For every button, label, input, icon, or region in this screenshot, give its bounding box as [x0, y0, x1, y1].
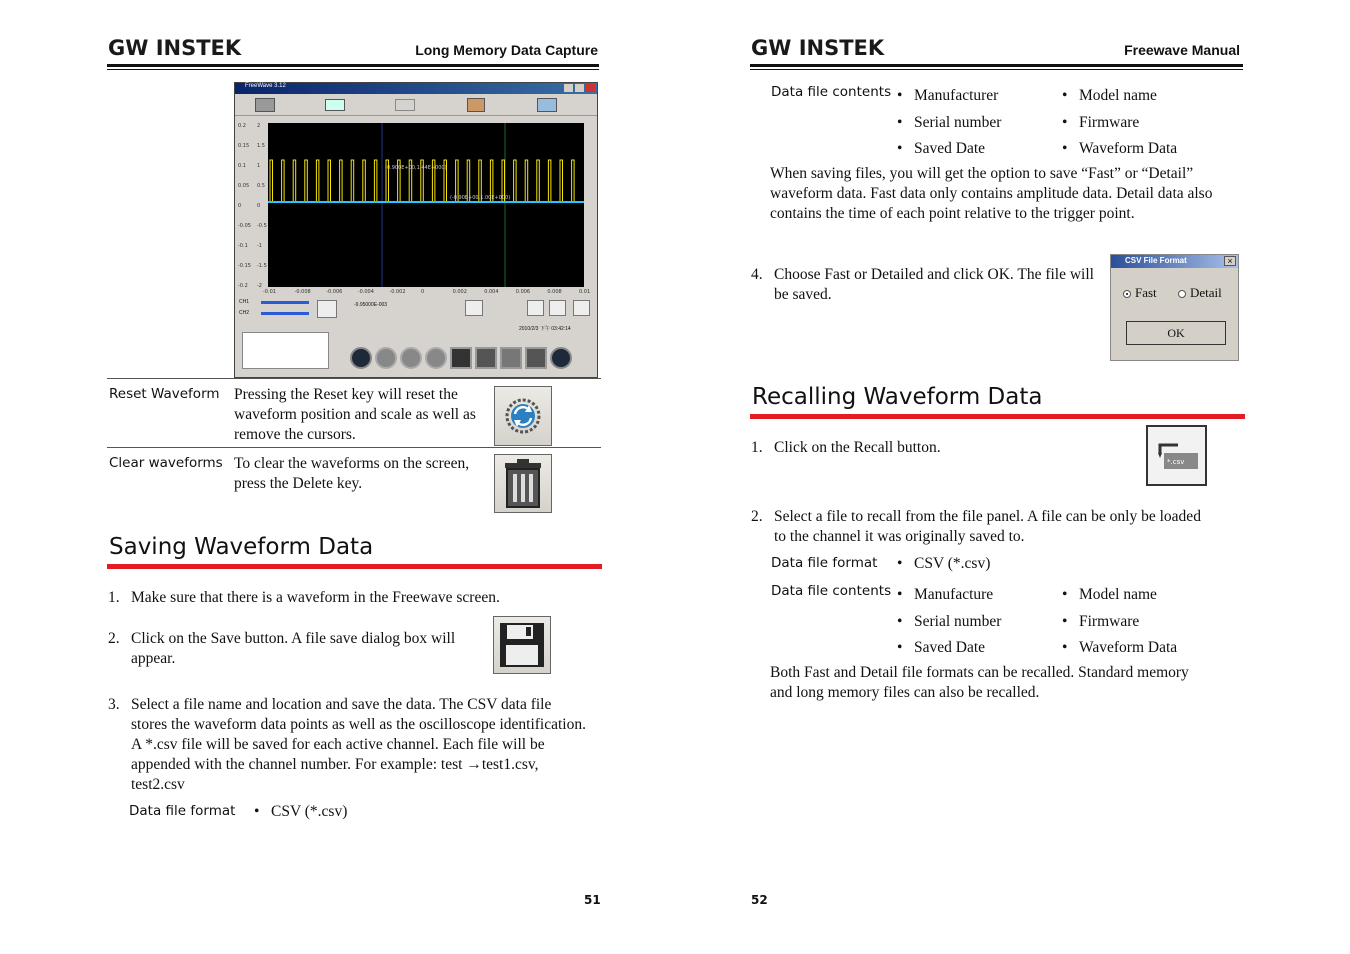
trash-icon: [494, 454, 552, 513]
saving-step3-example: test1.csv, test2.csv: [131, 756, 539, 793]
freewave-screenshot: [234, 82, 598, 378]
recall-step1: Click on the Recall button.: [774, 439, 941, 456]
x-tick: -0.01: [263, 289, 276, 295]
scope-plot: [235, 117, 597, 297]
recall-contents-col2: [1079, 582, 1177, 662]
saving-section-rule: [107, 564, 602, 569]
recall-format-value: • CSV (*.csv): [914, 554, 990, 574]
power-icon: [550, 347, 572, 369]
stop-icon: [425, 347, 447, 369]
y-tick-left: 0: [238, 203, 242, 209]
contents-item: • Firmware: [1079, 110, 1177, 137]
table-rule-top: [107, 378, 601, 379]
clear-text: To clear the waveforms on the screen, press the Delete key.: [234, 455, 470, 492]
screenshot-toolbar: [235, 94, 597, 116]
y-tick-right: 2: [257, 123, 261, 129]
x-tick: 0: [421, 289, 425, 295]
delete-icon: [475, 347, 497, 369]
ch1-label: CH1: [239, 299, 250, 305]
header-title: Long Memory Data Capture: [415, 42, 598, 58]
contents-item: • Waveform Data: [1079, 635, 1177, 662]
y-tick-right: 1: [257, 163, 261, 169]
header-rule: [107, 64, 599, 67]
saving-step3-text: Select a file name and location and save the data. The CSV data file stores the waveform data points as well as the oscilloscope identification. A *.csv file will be saved for each active channel. Each file will be appended with the channel number. For example: test: [131, 696, 586, 773]
y-tick-left: -0.05: [238, 223, 251, 229]
ch2-label: CH2: [239, 310, 250, 316]
ch2-bar: [261, 312, 309, 315]
x-tick: -0.008: [294, 289, 311, 295]
recall-button-icon: [317, 300, 337, 318]
step4-text: Choose Fast or Detailed and click OK. The file will be saved.: [774, 266, 1094, 303]
recall-format-label: Data file format: [771, 555, 878, 571]
screenshot-panel: [242, 332, 329, 369]
recall-contents-label: Data file contents: [771, 583, 892, 599]
x-tick: -0.004: [357, 289, 374, 295]
x-tick: 0.006: [515, 289, 531, 295]
saving-step2: Click on the Save button. A file save dialog box will appear.: [131, 630, 456, 667]
arrow-icon: →: [466, 756, 482, 773]
csv-icon: [537, 98, 557, 112]
radio-dot-icon: [1126, 293, 1128, 295]
x-tick: -0.002: [389, 289, 406, 295]
save-format-value: • CSV (*.csv): [271, 802, 347, 822]
contents-item: • Saved Date: [914, 635, 1001, 662]
dialog-close-button[interactable]: ×: [1224, 256, 1236, 266]
y-tick-right: -1.5: [257, 263, 267, 269]
readout-value: -9.95000E-003: [354, 302, 388, 308]
recall-section-rule: [750, 414, 1245, 419]
x-tick: 0.01: [579, 289, 591, 295]
header-rule-thin-right: [750, 69, 1243, 70]
recall-section-title: Recalling Waveform Data: [752, 384, 1043, 410]
saving-step1-num: 1.: [108, 589, 120, 606]
contents-col1: [914, 83, 1001, 163]
fast-radio[interactable]: [1123, 290, 1131, 298]
csv-format-dialog: [1110, 254, 1239, 361]
ch1-bar: [261, 301, 309, 304]
contents-item: • Manufacturer: [914, 83, 1001, 110]
saving-step3-num: 3.: [108, 696, 120, 713]
brand-logo: GW INSTEK: [108, 36, 242, 60]
y-tick-left: 0.1: [238, 163, 246, 169]
recall-step2-num: 2.: [751, 508, 763, 525]
y-tick-right: -1: [257, 243, 262, 249]
y-tick-left: -0.15: [238, 263, 251, 269]
x-tick: 0.008: [547, 289, 562, 295]
recall-step1-num: 1.: [751, 439, 763, 456]
play-icon: [350, 347, 372, 369]
y-tick-right: 1.5: [257, 143, 265, 149]
control-buttons: [350, 347, 585, 373]
ok-button[interactable]: OK: [1126, 321, 1226, 345]
contents-item: • Manufacture: [914, 582, 1001, 609]
recall-step2: Select a file to recall from the file panel. A file can be only be loaded to the channel it was originally saved to.: [774, 508, 1201, 545]
screenshot-close-icon: [586, 84, 595, 92]
recall-icon: [255, 98, 275, 112]
step4-num: 4.: [751, 266, 763, 283]
recall-contents-col1: [914, 582, 1001, 662]
table-rule-mid: [107, 447, 601, 448]
contents-col2: [1079, 83, 1177, 163]
y-tick-left: 0.15: [238, 143, 250, 149]
header-title-right: Freewave Manual: [1124, 42, 1240, 58]
y-tick-left: -0.1: [238, 243, 248, 249]
save-icon: [450, 347, 472, 369]
monitor-icon: [325, 99, 345, 111]
screenshot-min-icon: [564, 84, 573, 92]
brand-logo-right: GW INSTEK: [751, 36, 885, 60]
channel-row: [239, 298, 594, 322]
fit-icon: [525, 347, 547, 369]
contents-item: • Saved Date: [914, 136, 1001, 163]
dialog-titlebar: [1111, 255, 1238, 268]
contents-item: • Serial number: [914, 110, 1001, 137]
contents-item: • Model name: [1079, 582, 1177, 609]
page-number-left: 51: [584, 893, 601, 907]
print-button-icon: [500, 347, 522, 369]
screenshot-max-icon: [575, 84, 584, 92]
reset-text: Pressing the Reset key will reset the waveform position and scale as well as remove the cursors.: [234, 386, 476, 443]
saving-step3: [131, 695, 591, 795]
svg-text:*.csv: *.csv: [1167, 458, 1185, 466]
settings-icon: [465, 300, 483, 316]
print-icon: [573, 300, 590, 316]
detail-label[interactable]: Detail: [1190, 285, 1222, 300]
fast-label[interactable]: Fast: [1135, 285, 1157, 300]
detail-radio[interactable]: [1178, 290, 1186, 298]
contents-item: • Serial number: [914, 609, 1001, 636]
dialog-title: CSV File Format: [1125, 256, 1187, 265]
saving-section-title: Saving Waveform Data: [109, 534, 374, 560]
waveform-icon: [395, 99, 415, 111]
reset-icon: [494, 386, 552, 446]
memory-icon: [467, 98, 485, 112]
saving-paragraph: When saving files, you will get the option to save “Fast” or “Detail” waveform data. Fast data only contains amplitude data. Detail data also contains the time of each point relative to the trigger point.: [770, 165, 1213, 222]
record-icon: [400, 347, 422, 369]
zoom-icon: [527, 300, 544, 316]
page-number-right: 52: [751, 893, 768, 907]
pause-icon: [375, 347, 397, 369]
header-rule-right: [750, 64, 1243, 67]
gear-icon: [549, 300, 566, 316]
cursor-readout-1: (0.900E+00,1.44E+000): [385, 165, 447, 171]
screenshot-timestamp: 2010/2/3 下午 03:42:14: [519, 326, 571, 332]
x-tick: 0.002: [452, 289, 467, 295]
contents-label: Data file contents: [771, 84, 892, 100]
x-tick: -0.006: [326, 289, 343, 295]
y-tick-right: -2: [257, 283, 262, 289]
y-tick-right: -0.5: [257, 223, 267, 229]
recall-icon-box: [1146, 425, 1207, 486]
y-tick-left: 0.2: [238, 123, 246, 129]
y-tick-left: -0.2: [238, 283, 248, 289]
save-format-label: Data file format: [129, 803, 236, 819]
cursor-readout-2: (-0.90E+00,1.00E+000): [450, 195, 511, 201]
x-tick: 0.004: [484, 289, 499, 295]
contents-item: • Waveform Data: [1079, 136, 1177, 163]
contents-item: • Firmware: [1079, 609, 1177, 636]
header-rule-thin: [107, 69, 599, 70]
save-disk-icon: [493, 616, 551, 674]
y-tick-left: 0.05: [238, 183, 250, 189]
recall-paragraph: Both Fast and Detail file formats can be recalled. Standard memory and long memory files can also be recalled.: [770, 664, 1189, 701]
saving-step1: Make sure that there is a waveform in the Freewave screen.: [131, 589, 500, 606]
y-tick-right: 0.5: [257, 183, 265, 189]
y-tick-right: 0: [257, 203, 261, 209]
contents-item: • Model name: [1079, 83, 1177, 110]
screenshot-titlebar: [235, 83, 597, 94]
saving-step2-num: 2.: [108, 630, 120, 647]
screenshot-title: FreeWave 3.12: [245, 83, 286, 89]
reset-label: Reset Waveform: [109, 386, 220, 402]
clear-label: Clear waveforms: [109, 455, 223, 471]
